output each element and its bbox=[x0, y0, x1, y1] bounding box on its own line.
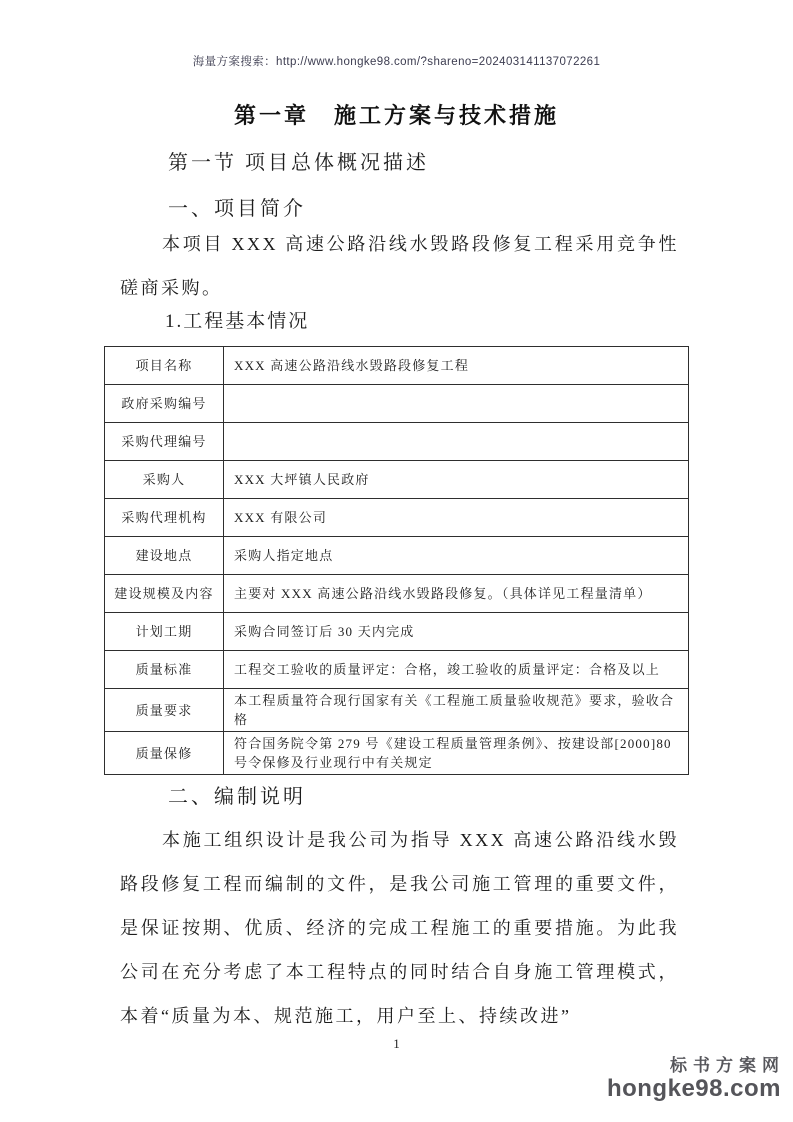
site-watermark-logo[interactable] bbox=[606, 1056, 785, 1102]
table-label-cell: 采购代理编号 bbox=[105, 423, 224, 461]
table-row bbox=[105, 651, 689, 689]
table-caption: 1.工程基本情况 bbox=[165, 311, 310, 332]
table-row bbox=[105, 385, 689, 423]
project-info-table bbox=[104, 346, 689, 775]
table-label-cell: 质量要求 bbox=[105, 689, 224, 732]
table-label-cell: 建设规模及内容 bbox=[105, 575, 224, 613]
table-row bbox=[105, 575, 689, 613]
table-label-cell: 计划工期 bbox=[105, 613, 224, 651]
table-value-cell: XXX 大坪镇人民政府 bbox=[224, 461, 689, 499]
subheading-compilation-notes: 二、编制说明 bbox=[168, 786, 306, 808]
chapter-title: 第一章 施工方案与技术措施 bbox=[233, 103, 559, 128]
table-label-cell: 质量保修 bbox=[105, 732, 224, 775]
table-label-cell: 采购人 bbox=[105, 461, 224, 499]
table-value-cell: 本工程质量符合现行国家有关《工程施工质量验收规范》要求，验收合格 bbox=[224, 689, 689, 732]
table-row bbox=[105, 613, 689, 651]
table-row bbox=[105, 499, 689, 537]
paragraph-project-intro: 本项目 XXX 高速公路沿线水毁路段修复工程采用竞争性磋商采购。 bbox=[120, 234, 679, 298]
table-label-cell: 质量标准 bbox=[105, 651, 224, 689]
project-info-table-body bbox=[105, 347, 689, 775]
table-label-cell: 政府采购编号 bbox=[105, 385, 224, 423]
header-search-link[interactable]: 海量方案搜索：http://www.hongke98.com/?shareno=202403141137072261 bbox=[192, 56, 601, 68]
section-heading: 第一节 项目总体概况描述 bbox=[168, 152, 429, 174]
table-value-cell: 主要对 XXX 高速公路沿线水毁路段修复。（具体详见工程量清单） bbox=[224, 575, 689, 613]
table-value-cell: XXX 高速公路沿线水毁路段修复工程 bbox=[224, 347, 689, 385]
table-value-cell: 采购人指定地点 bbox=[224, 537, 689, 575]
page-number: 1 bbox=[393, 1036, 400, 1051]
table-row bbox=[105, 689, 689, 732]
table-value-cell bbox=[224, 385, 689, 423]
watermark-domain: hongke98.com bbox=[606, 1074, 781, 1102]
table-label-cell: 建设地点 bbox=[105, 537, 224, 575]
subheading-project-intro: 一、项目简介 bbox=[168, 198, 306, 220]
table-value-cell: 符合国务院令第 279 号《建设工程质量管理条例》、按建设部[2000]80 号令保修及行业现行中有关规定 bbox=[224, 732, 689, 775]
table-value-cell bbox=[224, 423, 689, 461]
table-row bbox=[105, 732, 689, 775]
table-row bbox=[105, 537, 689, 575]
table-value-cell: XXX 有限公司 bbox=[224, 499, 689, 537]
table-value-cell: 工程交工验收的质量评定：合格，竣工验收的质量评定：合格及以上 bbox=[224, 651, 689, 689]
table-row bbox=[105, 461, 689, 499]
table-row bbox=[105, 347, 689, 385]
table-value-cell: 采购合同签订后 30 天内完成 bbox=[224, 613, 689, 651]
table-label-cell: 采购代理机构 bbox=[105, 499, 224, 537]
table-row bbox=[105, 423, 689, 461]
paragraph-compilation-notes: 本施工组织设计是我公司为指导 XXX 高速公路沿线水毁路段修复工程而编制的文件，是我公司施工管理的重要文件，是保证按期、优质、经济的完成工程施工的重要措施。为此我公司在充分考虑了本工程特点的同时结合自身施工管理模式，本着“质量为本、规范施工，用户至上、持续改进” bbox=[120, 830, 679, 1026]
watermark-brand-name: 标书方案网 bbox=[670, 1056, 785, 1075]
table-label-cell: 项目名称 bbox=[105, 347, 224, 385]
